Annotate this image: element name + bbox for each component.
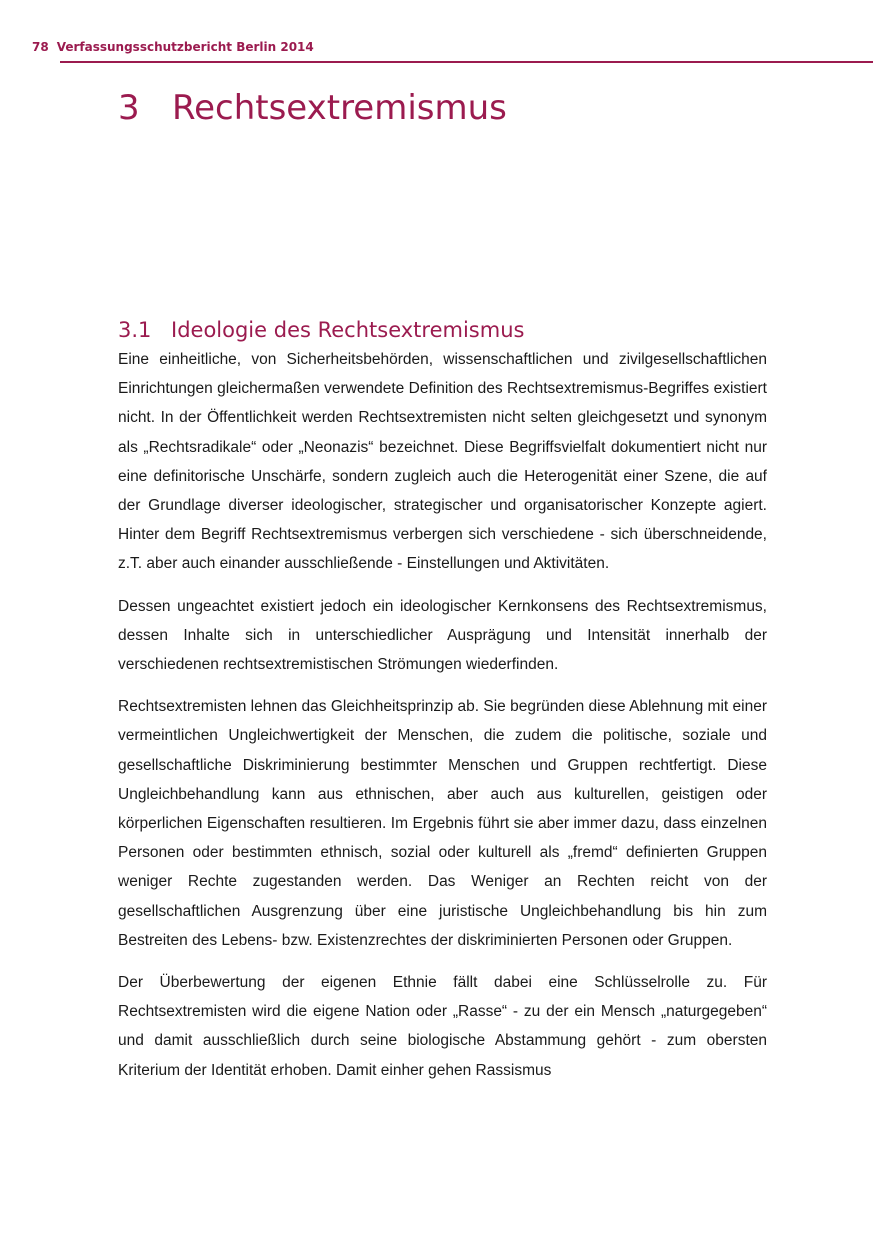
chapter-title: Rechtsextremismus <box>172 88 507 128</box>
section-heading <box>118 313 524 347</box>
section-title: Ideologie des Rechtsextremismus <box>171 318 525 342</box>
paragraph: Eine einheitliche, von Sicherheitsbehörden, wissenschaftlichen und zivilgesellschaftlichen Einrichtungen gleichermaßen verwendete Definition des Rechtsextremismus-Begriffes existiert nicht. In der Öffentlichkeit werden Rechtsextremisten nicht selten gleichgesetzt und synonym als „Rechtsradikale“ oder „Neonazis“ bezeichnet. Diese Begriffsvielfalt dokumentiert nicht nur eine definitorische Unschärfe, sondern zugleich auch die Heterogenität einer Szene, die auf der Grundlage diverser ideologischer, strategischer und organisatorischer Konzepte agiert. Hinter dem Begriff Rechtsextremismus verbergen sich verschiedene - sich überschneidende, z.T. aber auch einander ausschließende - Einstellungen und Aktivitäten. <box>118 351 767 573</box>
paragraph: Dessen ungeachtet existiert jedoch ein ideologischer Kernkonsens des Rechtsextremismus, dessen Inhalte sich in unterschiedlicher Ausprägung und Intensität innerhalb der verschiedenen rechtsextremistischen Strömungen wiederfinden. <box>118 597 767 674</box>
running-title: Verfassungsschutzbericht Berlin 2014 <box>56 40 314 54</box>
chapter-number: 3 <box>118 88 140 128</box>
header-divider <box>60 61 873 63</box>
body-text <box>118 345 767 1098</box>
paragraph: Rechtsextremisten lehnen das Gleichheitsprinzip ab. Sie begründen diese Ablehnung mit einer vermeintlichen Ungleichwertigkeit der Menschen, die zudem die politische, soziale und gesellschaftliche Diskriminierung bestimmter Menschen und Gruppen rechtfertigt. Diese Ungleichbehandlung kann aus ethnischen, aber auch aus kulturellen, geistigen oder körperlichen Eigenschaften resultieren. Im Ergebnis führt sie aber immer dazu, dass einzelnen Personen oder bestimmten ethnisch, sozial oder kulturell als „fremd“ definierten Gruppen weniger Rechte zugestanden werden. Das Weniger an Rechten reicht von der gesellschaftlichen Ausgrenzung über eine juristische Ungleichbehandlung bis hin zum Bestreiten des Lebens- bzw. Existenzrechtes der diskriminierten Personen oder Gruppen. <box>118 698 767 949</box>
paragraph: Der Überbewertung der eigenen Ethnie fällt dabei eine Schlüsselrolle zu. Für Rechtsextremisten wird die eigene Nation oder „Rasse“ - zu der ein Mensch „naturgegeben“ und damit ausschließlich durch seine biologische Abstammung gehört - zum obersten Kriterium der Identität erhoben. Damit einher gehen Rassismus <box>118 974 767 1079</box>
page-number: 78 <box>32 40 49 54</box>
running-header <box>32 40 314 54</box>
chapter-heading <box>118 86 507 130</box>
section-number: 3.1 <box>118 318 152 342</box>
